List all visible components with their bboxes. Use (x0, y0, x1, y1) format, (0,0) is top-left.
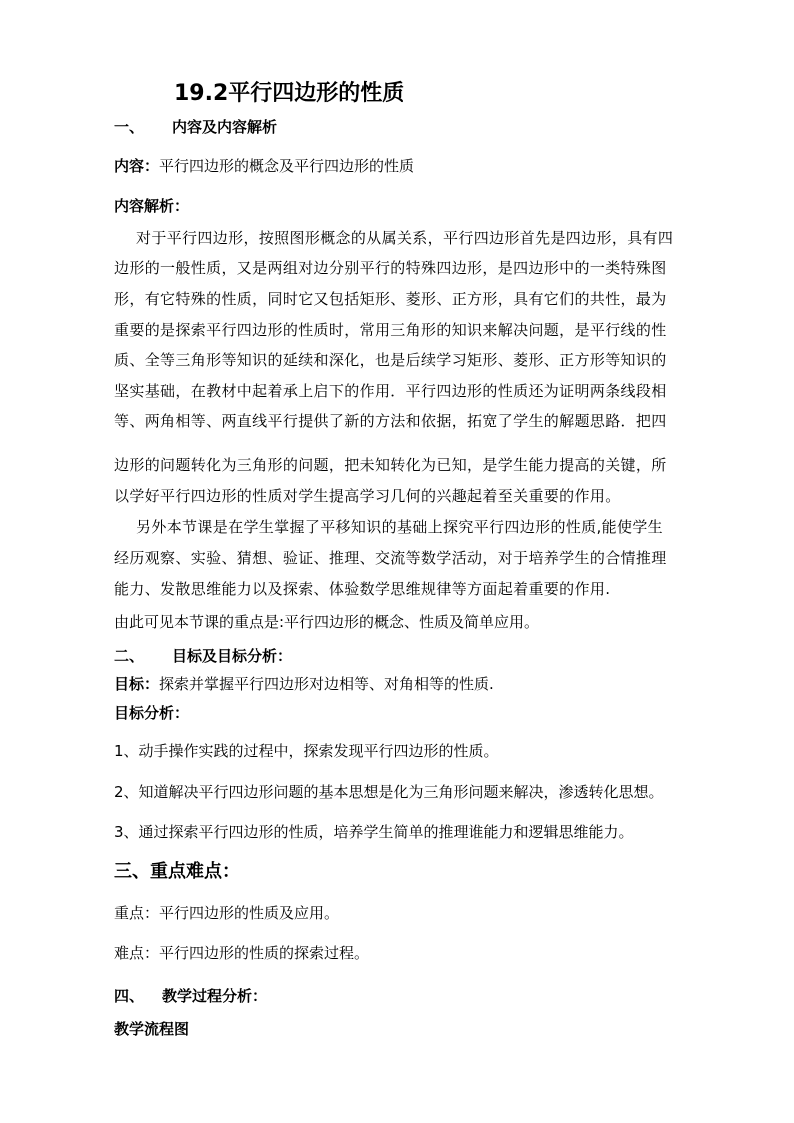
flowchart-label: 教学流程图 (114, 1020, 190, 1038)
para2-line: 另外本节课是在学生掌握了平移知识的基础上探究平行四边形的性质,能使学生 (136, 518, 664, 536)
content-label: 内容： (114, 157, 160, 175)
goal-label: 目标： (114, 675, 160, 693)
section-4-number: 四、 (114, 987, 145, 1005)
content-line (114, 156, 414, 176)
section-4-title: 教学过程分析： (162, 987, 268, 1005)
goal-item: 1、动手操作实践的过程中，探索发现平行四边形的性质。 (114, 742, 499, 760)
difficult-point: 难点：平行四边形的性质的探索过程。 (114, 944, 370, 962)
section-1-heading (114, 117, 277, 137)
section-1-title: 内容及内容解析 (172, 118, 278, 136)
para1-line: 等、两角相等、两直线平行提供了新的方法和依据，拓宽了学生的解题思路．把四 (114, 412, 667, 430)
section-2-title: 目标及目标分析： (172, 647, 293, 665)
para2-line: 经历观察、实验、猜想、验证、推理、交流等数学活动，对于培养学生的合情推理 (114, 549, 667, 567)
content-text: 平行四边形的概念及平行四边形的性质 (159, 157, 415, 175)
goal-text: 探索并掌握平行四边形对边相等、对角相等的性质. (159, 675, 494, 693)
goal-analysis-label: 目标分析： (114, 704, 190, 722)
para2-line: 能力、发散思维能力以及探索、体验数学思维规律等方面起着重要的作用. (114, 580, 611, 598)
page-title: 19.2平行四边形的性质 (174, 81, 405, 106)
section-2-heading (114, 646, 292, 666)
goal-item: 2、知道解决平行四边形问题的基本思想是化为三角形问题来解决，渗透转化思想。 (114, 783, 664, 801)
section-3-heading: 三、重点难点： (114, 861, 240, 882)
para1-line: 边形的一般性质，又是两组对边分别平行的特殊四边形，是四边形中的一类特殊图 (114, 259, 667, 277)
analysis-label: 内容解析： (114, 197, 190, 215)
goal-line (114, 674, 494, 694)
section-4-heading (114, 986, 267, 1006)
para1-line: 以学好平行四边形的性质对学生提高学习几何的兴趣起着至关重要的作用。 (114, 487, 621, 505)
section-2-number: 二、 (114, 647, 145, 665)
para1-line: 质、全等三角形等知识的延续和深化，也是后续学习矩形、菱形、正方形等知识的 (114, 351, 667, 369)
para1-line: 对于平行四边形，按照图形概念的从属关系，平行四边形首先是四边形，具有四 (136, 229, 674, 247)
key-point: 重点：平行四边形的性质及应用。 (114, 904, 340, 922)
goal-item: 3、通过探索平行四边形的性质，培养学生简单的推理谁能力和逻辑思维能力。 (114, 823, 634, 841)
para1-line: 形，有它特殊的性质，同时它又包括矩形、菱形、正方形，具有它们的共性，最为 (114, 290, 667, 308)
section-1-number: 一、 (114, 118, 145, 136)
para1-line: 边形的问题转化为三角形的问题，把未知转化为已知，是学生能力提高的关键，所 (114, 456, 667, 474)
para1-line: 坚实基础，在教材中起着承上启下的作用．平行四边形的性质还为证明两条线段相 (114, 382, 667, 400)
focus-line: 由此可见本节课的重点是:平行四边形的概念、性质及简单应用。 (114, 613, 540, 631)
para1-line: 重要的是探索平行四边形的性质时，常用三角形的知识来解决问题，是平行线的性 (114, 321, 667, 339)
